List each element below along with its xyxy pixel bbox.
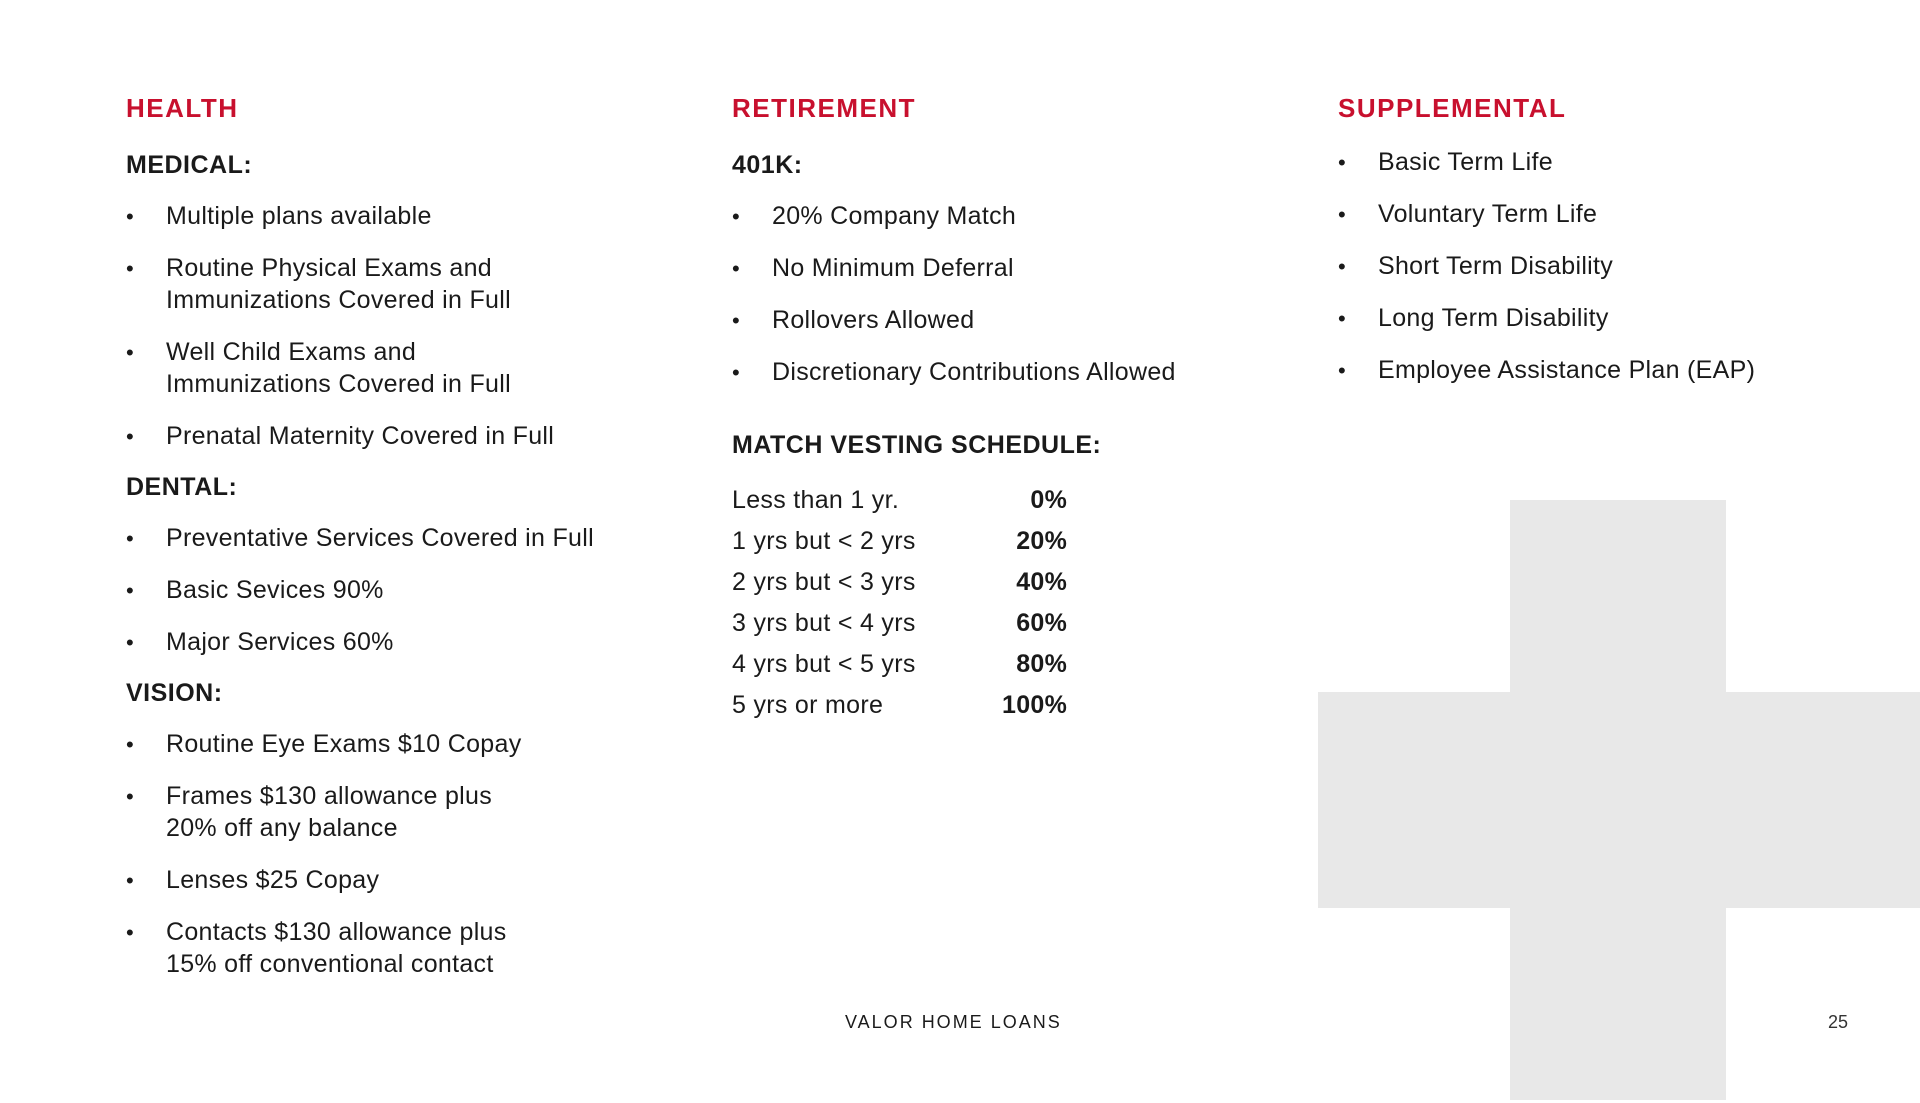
vesting-percent: 0%: [1030, 486, 1068, 514]
list-item-line: • 20% Company Match: [772, 202, 1017, 230]
list-item: [1338, 250, 1898, 282]
vision-heading: VISION:: [126, 679, 223, 707]
table-row: [732, 685, 1067, 726]
medical-heading: MEDICAL:: [126, 151, 253, 179]
vesting-percent: 80%: [1016, 650, 1068, 678]
list-item: [732, 304, 1292, 336]
list-item-line: • Well Child Exams and: [166, 338, 417, 366]
list-item-line: • Major Services 60%: [166, 628, 394, 656]
list-item: [126, 336, 686, 400]
vesting-percent: 60%: [1016, 609, 1068, 637]
health-column: [126, 92, 686, 1000]
list-item: [732, 252, 1292, 284]
list-item: [1338, 198, 1898, 230]
list-item: [732, 200, 1292, 232]
vesting-period: 5 yrs or more: [732, 691, 884, 719]
list-item: [126, 626, 686, 658]
retirement-column: [732, 92, 1292, 726]
list-item-line: Immunizations Covered in Full: [166, 286, 511, 314]
vesting-period: 4 yrs but < 5 yrs: [732, 650, 916, 678]
list-item: [732, 356, 1292, 388]
list-item: [1338, 354, 1898, 386]
vesting-percent: 20%: [1016, 527, 1068, 555]
list-item-line: • Lenses $25 Copay: [166, 866, 380, 894]
vesting-percent: 100%: [1002, 691, 1068, 719]
table-row: [732, 562, 1067, 603]
retirement-title: RETIREMENT: [732, 93, 916, 123]
list-item-line: • Short Term Disability: [1378, 252, 1614, 280]
page-number: 25: [1828, 1012, 1849, 1032]
list-item-line: • Prenatal Maternity Covered in Full: [166, 422, 555, 450]
vesting-percent: 40%: [1016, 568, 1068, 596]
list-item-line: • Rollovers Allowed: [772, 306, 975, 334]
vesting-period: 2 yrs but < 3 yrs: [732, 568, 916, 596]
dental-heading: DENTAL:: [126, 473, 238, 501]
supplemental-title: SUPPLEMENTAL: [1338, 93, 1567, 123]
list-item: [126, 420, 686, 452]
vesting-period: 1 yrs but < 2 yrs: [732, 527, 916, 555]
list-item-line: • Routine Eye Exams $10 Copay: [166, 730, 522, 758]
list-item-line: • Multiple plans available: [166, 202, 432, 230]
list-item-line: 15% off conventional contact: [166, 950, 494, 978]
vesting-heading: MATCH VESTING SCHEDULE:: [732, 431, 1102, 459]
list-item: [126, 200, 686, 232]
vesting-table: [732, 480, 1067, 726]
list-item-line: • Preventative Services Covered in Full: [166, 524, 594, 552]
list-item-line: Immunizations Covered in Full: [166, 370, 511, 398]
vesting-period: Less than 1 yr.: [732, 486, 900, 514]
list-item: [126, 864, 686, 896]
list-item: [1338, 146, 1898, 178]
table-row: [732, 603, 1067, 644]
table-row: [732, 480, 1067, 521]
list-item: [1338, 302, 1898, 334]
list-item-line: • Discretionary Contributions Allowed: [772, 358, 1176, 386]
supplemental-column: [1338, 92, 1898, 406]
list-item: [126, 522, 686, 554]
list-item: [126, 780, 686, 844]
dental-list: [126, 522, 686, 658]
vision-list: [126, 728, 686, 980]
table-row: [732, 521, 1067, 562]
401k-heading: 401K:: [732, 151, 803, 179]
list-item: [126, 916, 686, 980]
list-item-line: • Routine Physical Exams and: [166, 254, 493, 282]
table-row: [732, 644, 1067, 685]
list-item-line: • Long Term Disability: [1378, 304, 1609, 332]
list-item-line: • Basic Sevices 90%: [166, 576, 384, 604]
list-item-line: • Basic Term Life: [1378, 148, 1553, 176]
list-item-line: • Contacts $130 allowance plus: [166, 918, 507, 946]
list-item: [126, 252, 686, 316]
decorative-cross-horizontal: [1318, 692, 1920, 908]
list-item-line: • Frames $130 allowance plus: [166, 782, 493, 810]
list-item-line: • No Minimum Deferral: [772, 254, 1014, 282]
list-item: [126, 574, 686, 606]
list-item-line: • Employee Assistance Plan (EAP): [1378, 356, 1756, 384]
list-item-line: • Voluntary Term Life: [1378, 200, 1598, 228]
list-item: [126, 728, 686, 760]
401k-list: [732, 200, 1292, 388]
vesting-period: 3 yrs but < 4 yrs: [732, 609, 916, 637]
footer-brand: VALOR HOME LOANS: [845, 1012, 1062, 1032]
supplemental-list: [1338, 146, 1898, 386]
list-item-line: 20% off any balance: [166, 814, 398, 842]
medical-list: [126, 200, 686, 452]
health-title: HEALTH: [126, 93, 239, 123]
